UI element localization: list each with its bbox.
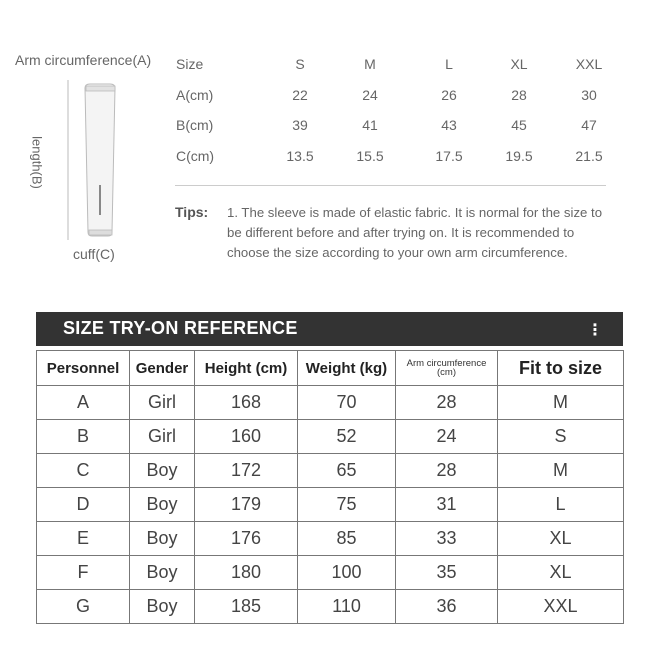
tryon-table — [36, 350, 624, 624]
tips-label: Tips: — [175, 204, 209, 220]
sleeve-illustration — [60, 80, 155, 250]
tryon-banner — [36, 312, 623, 346]
cell-weight: 70 — [298, 386, 396, 420]
table-row — [37, 420, 624, 454]
size-value: 21.5 — [575, 148, 603, 164]
tryon-title: SIZE TRY-ON REFERENCE — [63, 318, 298, 338]
size-value: 30 — [581, 87, 597, 103]
size-value: 45 — [511, 117, 527, 133]
table-header-row — [37, 351, 624, 386]
header-weight: Weight (kg) — [298, 351, 396, 386]
size-value: 13.5 — [286, 148, 314, 164]
size-value: 15.5 — [356, 148, 384, 164]
cell-weight: 100 — [298, 556, 396, 590]
cell-height: 185 — [195, 590, 298, 624]
cell-personnel: E — [37, 522, 130, 556]
cell-fit: S — [498, 420, 624, 454]
arm-circumference-label: Arm circumference(A) — [15, 52, 152, 68]
header-gender: Gender — [130, 351, 195, 386]
cell-fit: XL — [498, 556, 624, 590]
size-value: 19.5 — [505, 148, 533, 164]
header-personnel: Personnel — [37, 351, 130, 386]
size-header-l: L — [445, 56, 453, 72]
size-row-label: C(cm) — [176, 148, 215, 164]
header-arm-circumference-unit: (cm) — [437, 367, 456, 378]
table-row — [37, 590, 624, 624]
cell-weight: 65 — [298, 454, 396, 488]
header-arm-circumference-label: Arm circumference — [406, 358, 487, 369]
header-arm-circumference — [396, 351, 498, 386]
size-value: 41 — [362, 117, 378, 133]
table-row — [37, 522, 624, 556]
cell-personnel: F — [37, 556, 130, 590]
cell-personnel: G — [37, 590, 130, 624]
cell-personnel: C — [37, 454, 130, 488]
cell-height: 172 — [195, 454, 298, 488]
size-header-xxl: XXL — [575, 56, 603, 72]
cell-gender: Boy — [130, 590, 195, 624]
size-value: 17.5 — [435, 148, 463, 164]
cell-fit: XL — [498, 522, 624, 556]
cell-weight: 52 — [298, 420, 396, 454]
cell-gender: Boy — [130, 556, 195, 590]
cell-height: 168 — [195, 386, 298, 420]
table-row — [37, 488, 624, 522]
size-row-label: A(cm) — [176, 87, 214, 103]
cell-arm: 33 — [396, 522, 498, 556]
size-header-m: M — [364, 56, 376, 72]
size-header-s: S — [295, 56, 305, 72]
cell-gender: Girl — [130, 386, 195, 420]
cell-weight: 75 — [298, 488, 396, 522]
cell-arm: 24 — [396, 420, 498, 454]
cell-weight: 85 — [298, 522, 396, 556]
cuff-label: cuff(C) — [73, 246, 115, 262]
divider — [175, 185, 606, 186]
size-column-header: Size — [176, 56, 204, 72]
cell-arm: 31 — [396, 488, 498, 522]
size-value: 28 — [511, 87, 527, 103]
table-row — [37, 454, 624, 488]
cell-arm: 28 — [396, 454, 498, 488]
cell-fit: L — [498, 488, 624, 522]
cell-arm: 28 — [396, 386, 498, 420]
cell-weight: 110 — [298, 590, 396, 624]
cell-fit: M — [498, 386, 624, 420]
cell-gender: Girl — [130, 420, 195, 454]
size-header-xl: XL — [510, 56, 528, 72]
header-fit-to-size: Fit to size — [498, 351, 624, 386]
size-row-label: B(cm) — [176, 117, 214, 133]
cell-gender: Boy — [130, 522, 195, 556]
table-row — [37, 556, 624, 590]
cell-height: 160 — [195, 420, 298, 454]
kebab-menu-icon: ⋮ — [587, 322, 603, 339]
cell-arm: 35 — [396, 556, 498, 590]
size-value: 43 — [441, 117, 457, 133]
size-value: 39 — [292, 117, 308, 133]
table-row — [37, 386, 624, 420]
cell-height: 176 — [195, 522, 298, 556]
size-value: 26 — [441, 87, 457, 103]
size-value: 47 — [581, 117, 597, 133]
cell-gender: Boy — [130, 488, 195, 522]
cell-personnel: B — [37, 420, 130, 454]
cell-gender: Boy — [130, 454, 195, 488]
tips-text: 1. The sleeve is made of elastic fabric. It is normal for the size to be different before and after trying on. It is recommended to choose the size according to your own arm circumference. — [227, 205, 603, 260]
length-label: length(B) — [29, 136, 45, 189]
cell-height: 179 — [195, 488, 298, 522]
size-value: 22 — [292, 87, 308, 103]
header-height: Height (cm) — [195, 351, 298, 386]
size-value: 24 — [362, 87, 378, 103]
cell-height: 180 — [195, 556, 298, 590]
cell-personnel: A — [37, 386, 130, 420]
cell-fit: XXL — [498, 590, 624, 624]
cell-personnel: D — [37, 488, 130, 522]
cell-fit: M — [498, 454, 624, 488]
cell-arm: 36 — [396, 590, 498, 624]
